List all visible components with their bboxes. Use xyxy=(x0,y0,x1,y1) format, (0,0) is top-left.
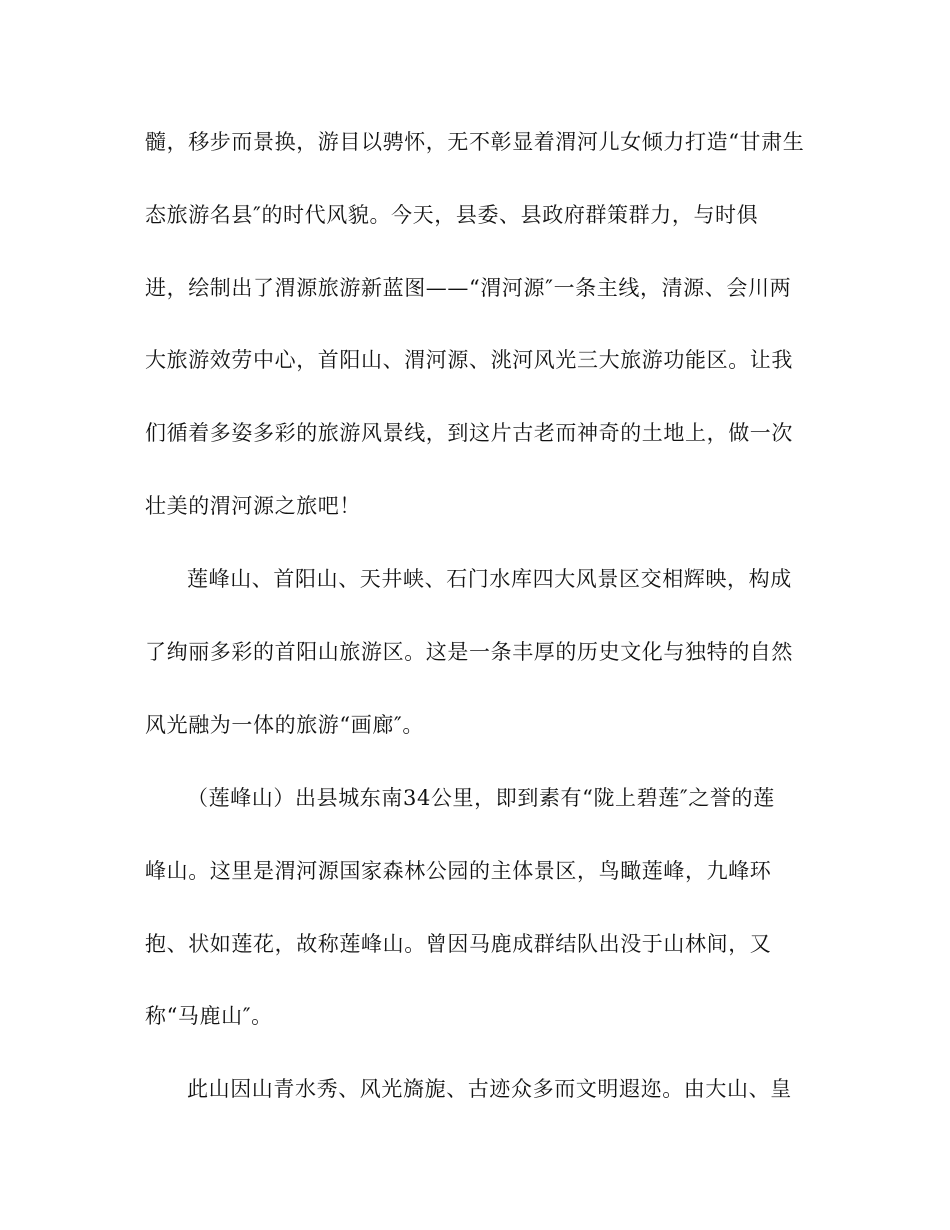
text-line: 髓，移步而景换，游目以骋怀，无不彰显着渭河儿女倾力打造“甘肃生 xyxy=(145,130,805,154)
text-line: 们循着多姿多彩的旅游风景线，到这片古老而神奇的土地上，做一次 xyxy=(145,421,793,445)
text-line: 壮美的渭河源之旅吧！ xyxy=(145,494,361,518)
text-line: 峰山。这里是渭河源国家森林公园的主体景区，鸟瞰莲峰，九峰环 xyxy=(145,859,772,883)
text-line: 大旅游效劳中心，首阳山、渭河源、洮河风光三大旅游功能区。让我 xyxy=(145,348,793,372)
text-line: 态旅游名县″的时代风貌。今天，县委、县政府群策群力，与时俱 xyxy=(145,203,759,227)
paragraph-first-line: （莲峰山）出县城东南34公里，即到素有“陇上碧莲″之誉的莲 xyxy=(187,786,775,810)
paragraph-first-line: 此山因山青水秀、风光旖旎、古迹众多而文明遐迩。由大山、皇 xyxy=(187,1077,792,1101)
paragraph-first-line: 莲峰山、首阳山、天井峡、石门水库四大风景区交相辉映，构成 xyxy=(187,567,792,591)
text-line: 进，绘制出了渭源旅游新蓝图——“渭河源″一条主线，清源、会川两 xyxy=(145,276,792,300)
text-line: 风光融为一体的旅游“画廊″。 xyxy=(145,713,424,737)
text-line: 了绚丽多彩的首阳山旅游区。这是一条丰厚的历史文化与独特的自然 xyxy=(145,640,793,664)
text-line: 称“马鹿山″。 xyxy=(145,1004,273,1028)
text-line: 抱、状如莲花，故称莲峰山。曾因马鹿成群结队出没于山林间，又 xyxy=(145,932,772,956)
